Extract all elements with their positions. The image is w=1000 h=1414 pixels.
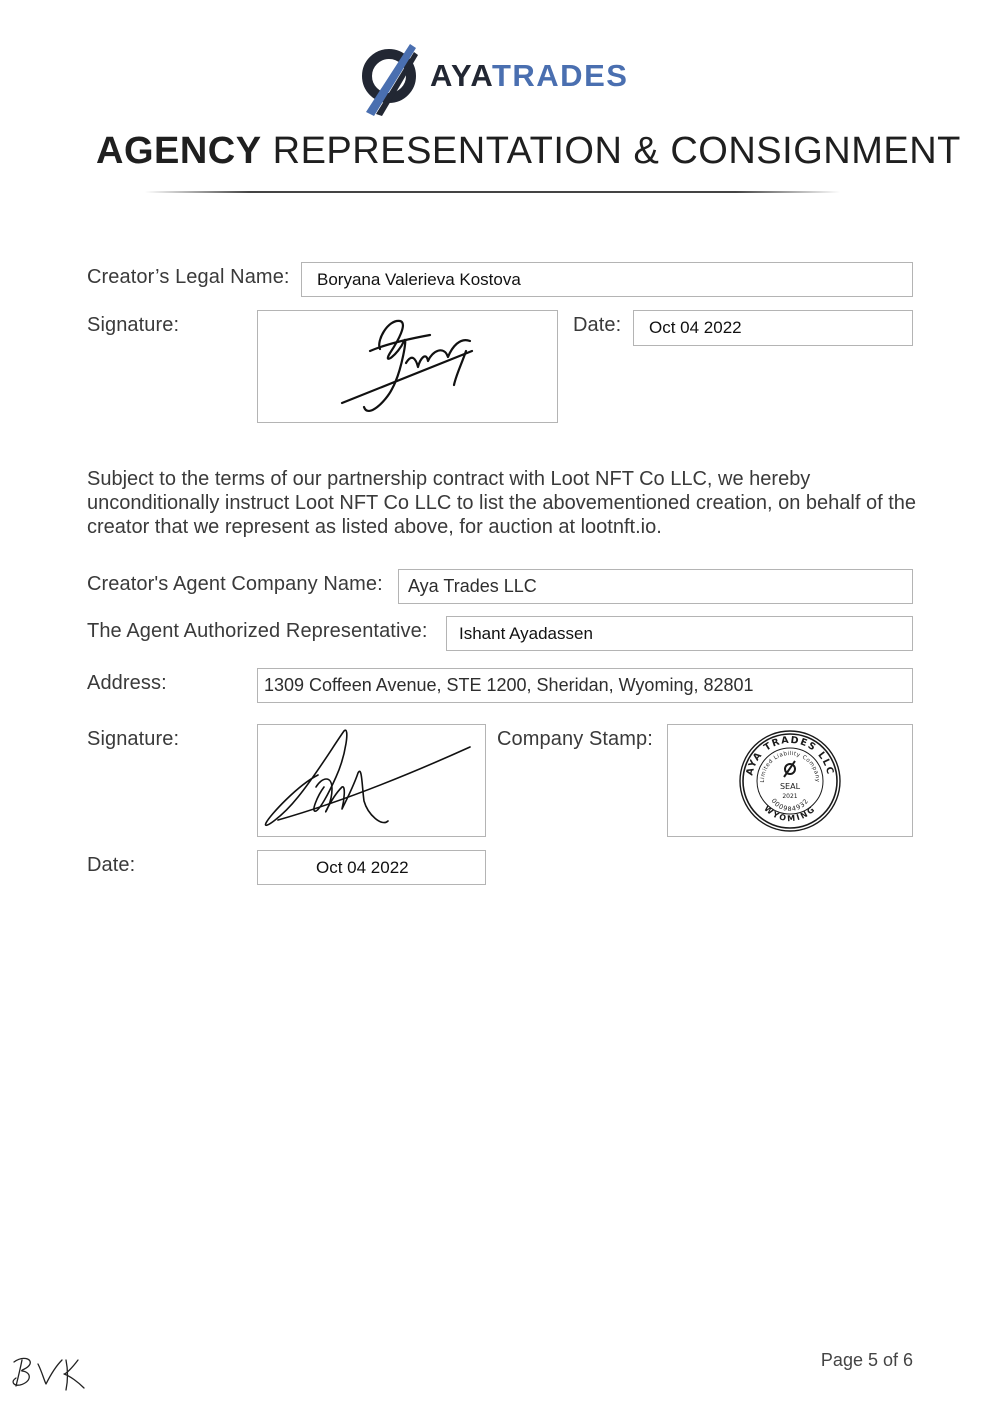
company-stamp-box[interactable]: [667, 724, 913, 837]
logo-mark-icon: [358, 38, 424, 118]
seal-inner-text: Limited Liability Company: [759, 750, 821, 783]
legal-name-value: Boryana Valerieva Kostova: [317, 269, 521, 289]
title-divider: [145, 191, 840, 193]
document-title: [96, 130, 961, 173]
seal-top-text: AYA TRADES LLC: [744, 734, 836, 777]
address-field[interactable]: [257, 668, 913, 703]
company-logo: [358, 38, 648, 118]
agent-company-label: Creator's Agent Company Name:: [87, 573, 383, 595]
title-bold: AGENCY: [96, 130, 262, 172]
address-label: Address:: [87, 672, 167, 694]
agent-company-value: Aya Trades LLC: [408, 576, 537, 596]
creator-signature-image: [258, 311, 557, 422]
initials-mark: [8, 1352, 88, 1392]
brand-name-part1: AYA: [430, 58, 492, 93]
creator-signature-box[interactable]: [257, 310, 558, 423]
agent-signature-box[interactable]: [257, 724, 486, 837]
creator-date-label: Date:: [573, 314, 622, 336]
company-seal: [738, 729, 842, 833]
seal-bottom-text: WYOMING: [762, 803, 818, 824]
agent-signature-label: Signature:: [87, 728, 180, 750]
address-value: 1309 Coffeen Avenue, STE 1200, Sheridan, Wyoming, 82801: [264, 675, 754, 695]
agent-signature-image: [258, 725, 485, 836]
representative-field[interactable]: [446, 616, 913, 651]
initials-handwriting: [8, 1352, 88, 1392]
agent-date-field[interactable]: [257, 850, 486, 885]
title-rest: REPRESENTATION & CONSIGNMENT: [272, 130, 961, 172]
creator-date-field[interactable]: [633, 310, 913, 346]
brand-name-part2: TRADES: [491, 58, 629, 93]
instruction-paragraph: Subject to the terms of our partnership contract with Loot NFT Co LLC, we hereby unconditionally instruct Loot NFT Co LLC to list the abovementioned creation, on behalf of the creator that we represent as listed above, for auction at lootnft.io.: [87, 468, 917, 538]
page-number: Page 5 of 6: [820, 1350, 913, 1370]
seal-year: 2021: [782, 793, 798, 800]
agent-date-value: Oct 04 2022: [316, 857, 409, 877]
seal-number: 000984932: [769, 796, 811, 813]
seal-logo-icon: [784, 761, 795, 777]
legal-name-label: Creator’s Legal Name:: [87, 266, 290, 288]
seal-word: SEAL: [779, 782, 801, 791]
agent-company-field[interactable]: [398, 569, 913, 604]
representative-value: Ishant Ayadassen: [459, 623, 593, 643]
representative-label: The Agent Authorized Representative:: [87, 620, 428, 642]
agent-date-label: Date:: [87, 854, 136, 876]
legal-name-field[interactable]: [301, 262, 913, 297]
creator-signature-label: Signature:: [87, 314, 180, 336]
brand-name: [430, 58, 628, 94]
creator-date-value: Oct 04 2022: [649, 318, 742, 337]
stamp-label: Company Stamp:: [497, 728, 653, 750]
